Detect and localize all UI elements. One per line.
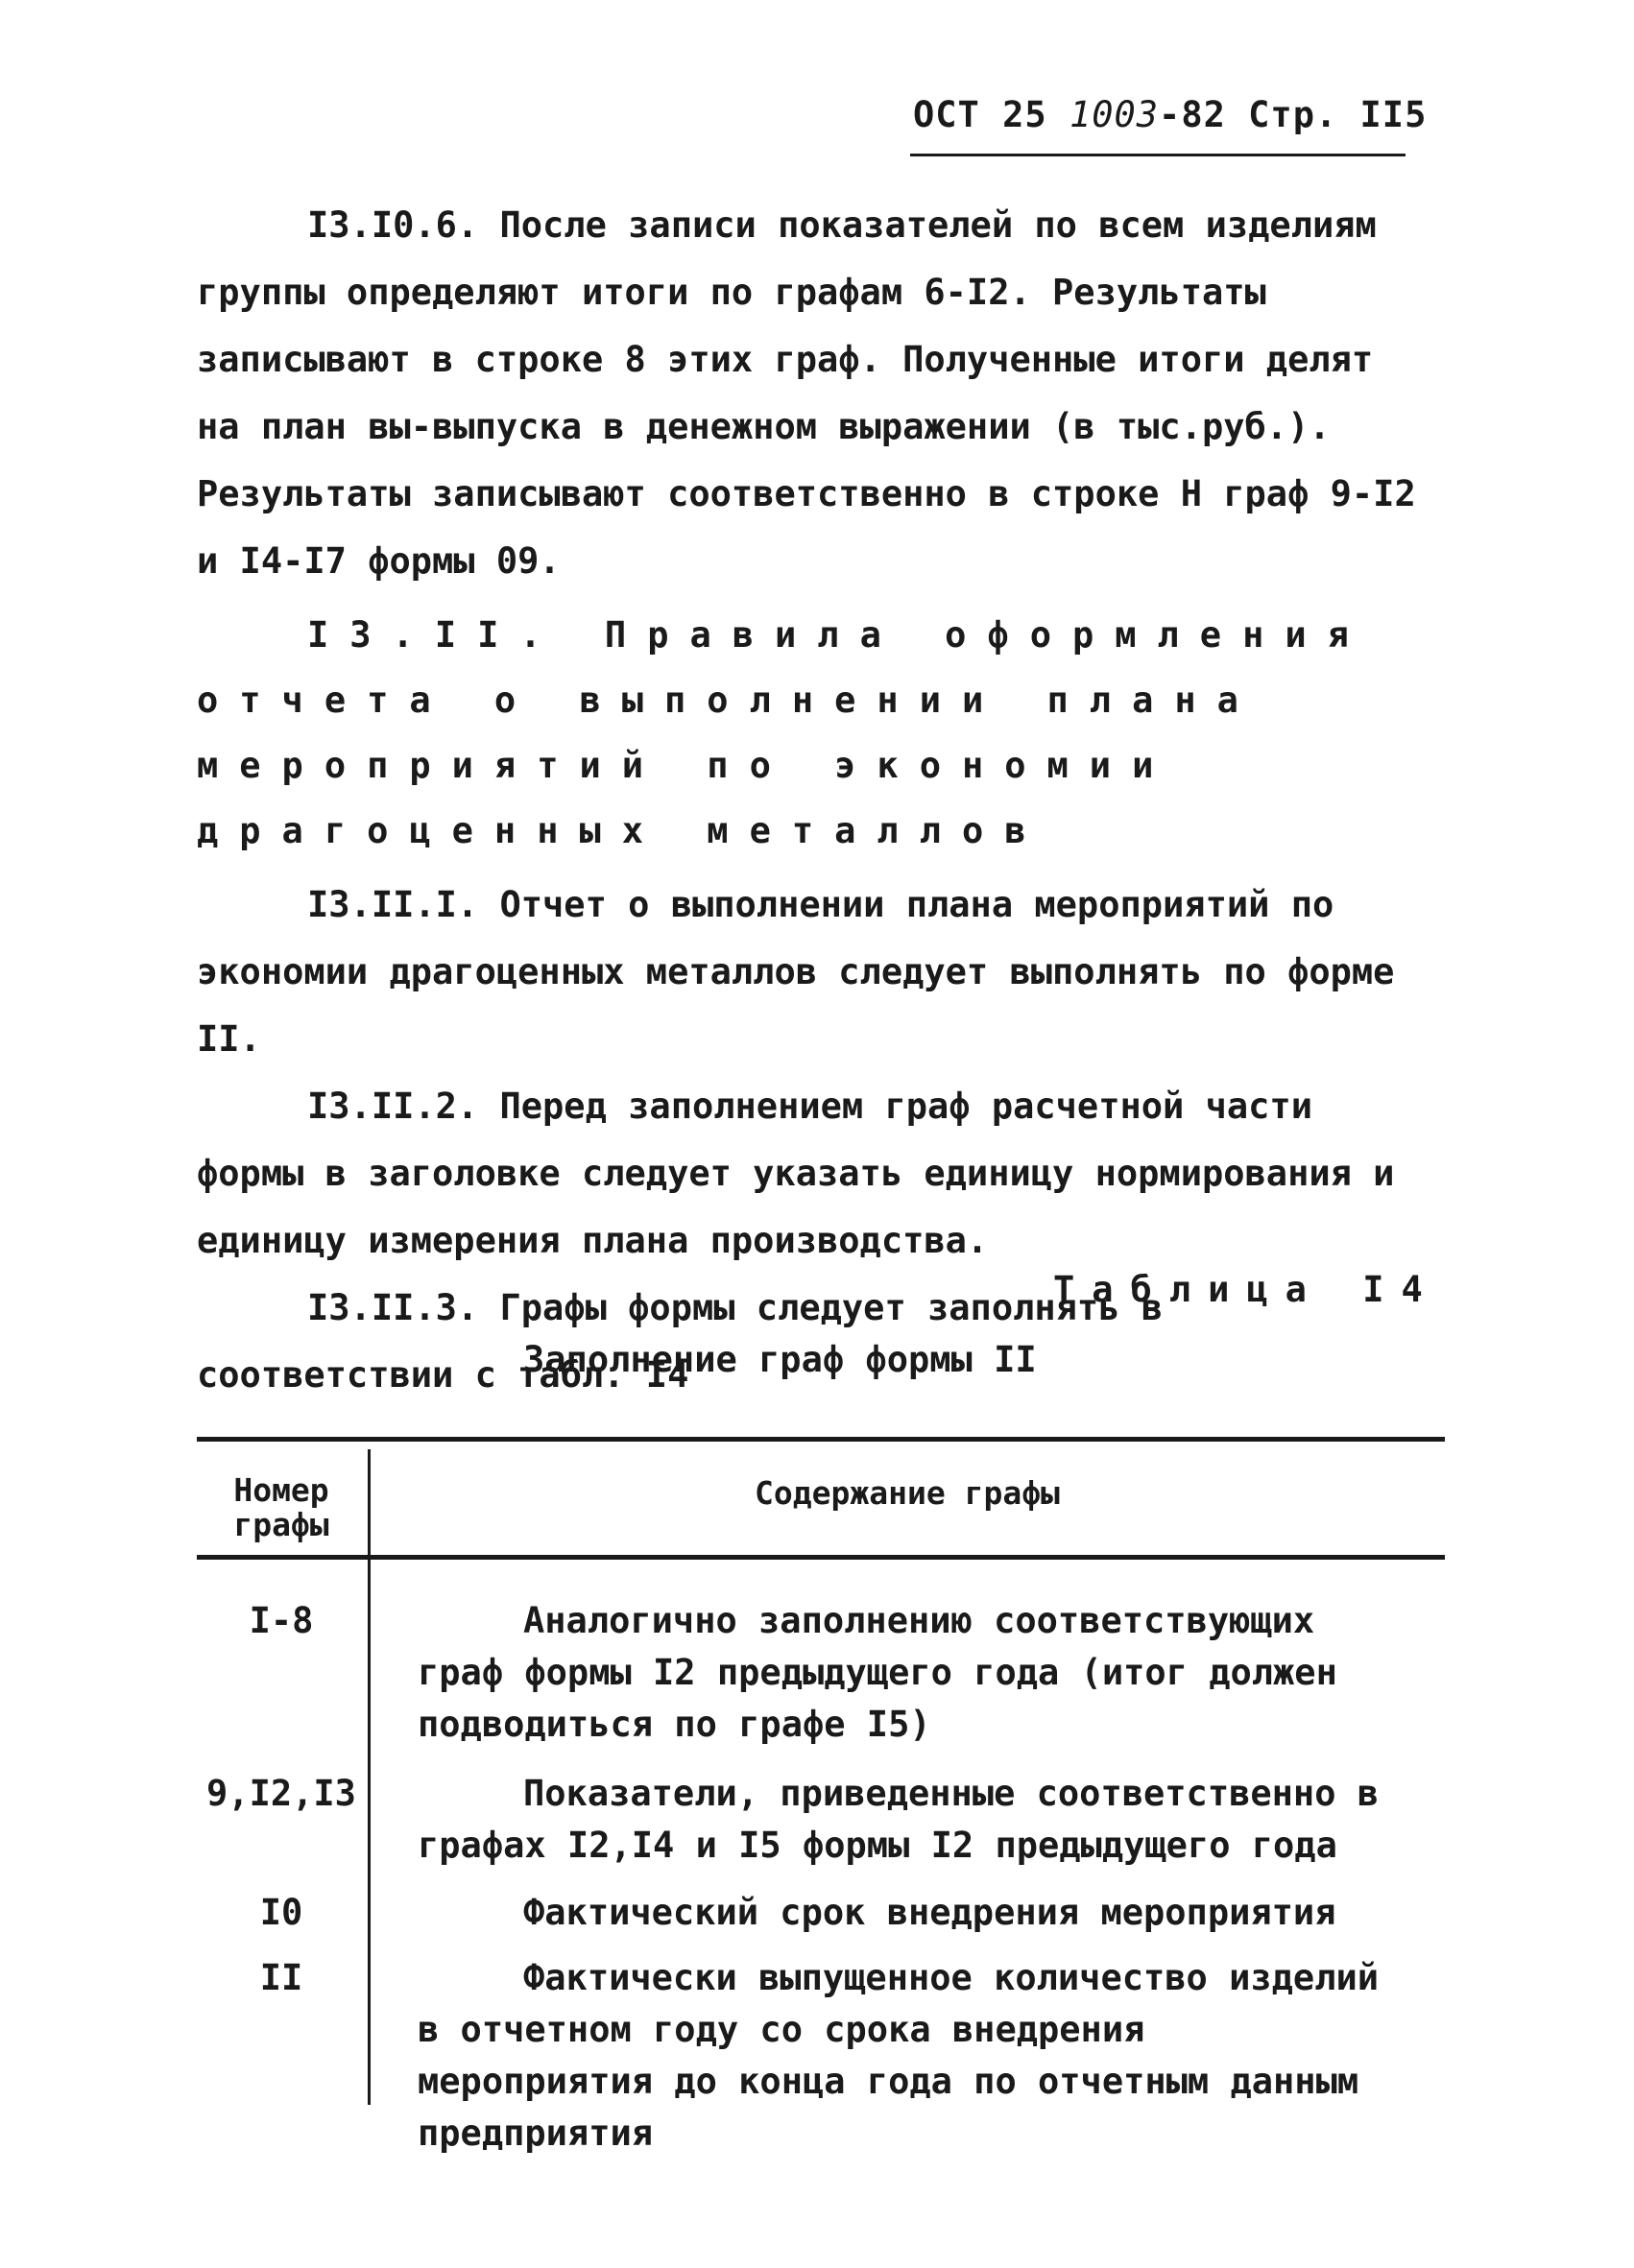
column-header-number-line2: графы [233, 1506, 329, 1543]
page-header [913, 94, 1427, 135]
header-number: 1003 [1069, 94, 1160, 135]
header-prefix: ОСТ 25 [913, 94, 1047, 135]
row-4-content: Фактически выпущенное количество изделий в отчетном году со срока внедрения мероприятия до конца года по отчетным данным предприятия [418, 1957, 1380, 2154]
table-header-rule [197, 1555, 1445, 1560]
table-column-divider [368, 1449, 371, 2105]
row-2-content: Показатели, приведенные соответственно в графах I2,I4 и I5 формы I2 предыдущего года [418, 1773, 1380, 1866]
header-underline [910, 154, 1406, 156]
row-1-number: I-8 [249, 1600, 314, 1641]
column-header-number-line1: Номер [233, 1471, 329, 1509]
row-1-content: Аналогично заполнению соответствующих граф формы I2 предыдущего года (итог должен подводиться по графе I5) [418, 1600, 1337, 1745]
table-title: Таблица I4 [1053, 1269, 1440, 1310]
header-suffix: -82 Стр. II5 [1159, 94, 1428, 135]
row-4-number: II [259, 1957, 303, 1998]
table-caption: Заполнение граф формы II [523, 1339, 1037, 1380]
paragraph-13-11-2: I3.II.2. Перед заполнением граф расчетной части формы в заголовке следует указать единицу нормирования и единицу измерения плана производства. [197, 1086, 1395, 1261]
section-heading-13-11: I3.II. Правила оформления отчета о выполнении плана мероприятий по экономии драгоценных металлов [197, 614, 1370, 851]
paragraph-13-11-3: I3.II.3. Графы формы следует заполнять в соответствии с табл. I4 [197, 1287, 1164, 1396]
paragraph-13-10-6: I3.I0.6. После записи показателей по всем изделиям группы определяют итоги по графам 6-I2. Результаты записывают в строке 8 этих граф. Полученные итоги делят на план вы-выпуска в денежном выражении (в тыс.руб.). Результаты записывают соответственно в строке Н граф 9-I2 и I4-I7 формы 09. [197, 204, 1416, 582]
row-3-number: I0 [259, 1892, 303, 1933]
paragraph-13-11-1: I3.II.I. Отчет о выполнении плана мероприятий по экономии драгоценных металлов следует выполнять по форме II. [197, 884, 1395, 1060]
row-2-number: 9,I2,I3 [206, 1773, 356, 1814]
column-header-content: Содержание графы [755, 1474, 1060, 1512]
column-header-number [200, 1473, 363, 1542]
row-3-content: Фактический срок внедрения мероприятия [523, 1892, 1336, 1933]
body-text [197, 192, 1435, 1409]
table-top-rule [197, 1437, 1445, 1442]
